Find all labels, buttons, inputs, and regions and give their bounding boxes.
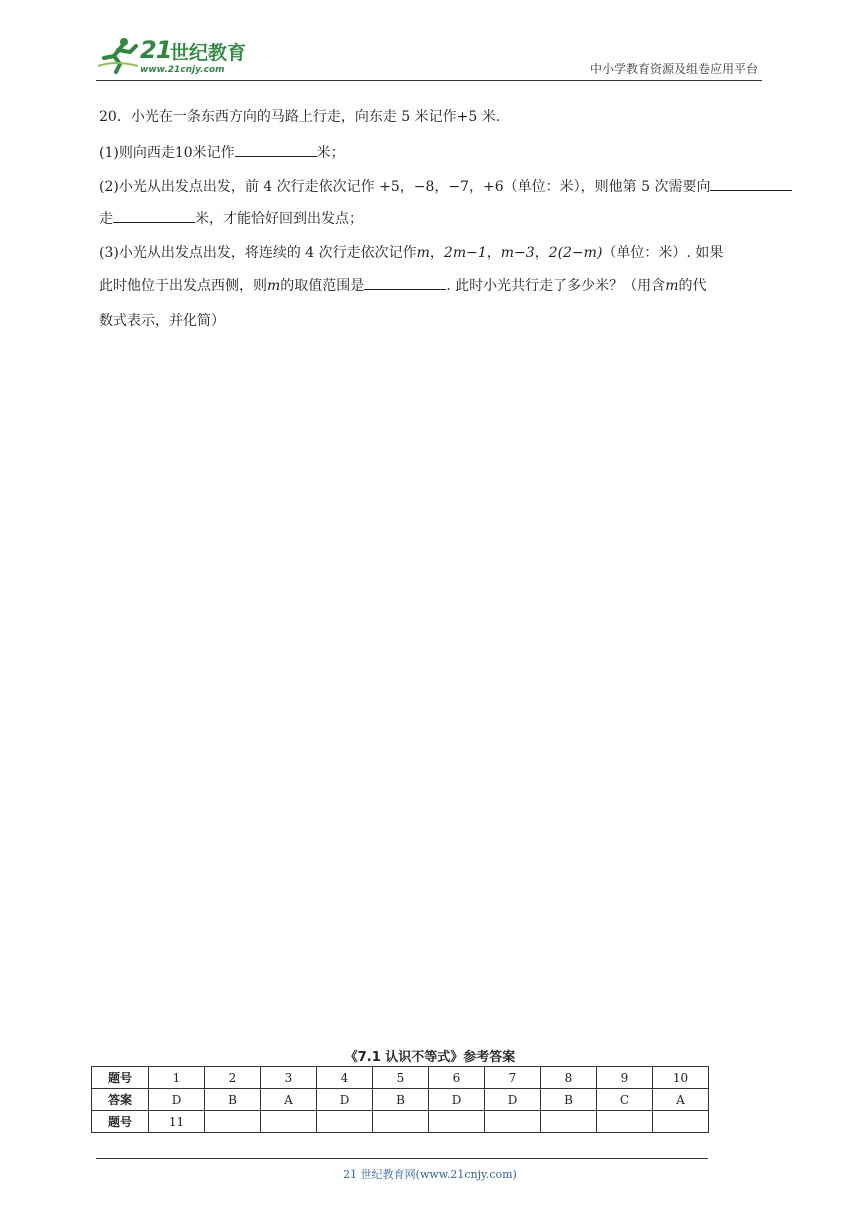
question-part-2 — [99, 176, 792, 196]
expr-m: m — [267, 278, 281, 294]
part1-text: (1)则向西走10米记作 — [99, 145, 235, 161]
logo-text: 世纪教育 — [170, 42, 247, 64]
table-cell — [261, 1111, 317, 1133]
table-cell: D — [485, 1089, 541, 1111]
table-cell: B — [205, 1089, 261, 1111]
row-label-question: 题号 — [92, 1067, 149, 1089]
table-cell — [373, 1111, 429, 1133]
table-cell: 8 — [541, 1067, 597, 1089]
table-row — [92, 1067, 709, 1089]
table-cell — [653, 1111, 709, 1133]
footer-divider — [96, 1158, 708, 1159]
logo-number: 21 — [140, 36, 172, 64]
table-row — [92, 1089, 709, 1111]
site-logo — [96, 32, 266, 78]
part3-west: 此时他位于出发点西侧，则 — [99, 278, 267, 294]
table-cell: D — [429, 1089, 485, 1111]
question-part-3-cont — [99, 275, 706, 295]
table-cell: D — [317, 1089, 373, 1111]
answer-blank — [710, 176, 792, 191]
table-row — [92, 1111, 709, 1133]
question-part-2-cont — [99, 208, 363, 228]
expr-m-3: m−3 — [500, 245, 535, 261]
expr-2-2-m: 2(2−m) — [548, 245, 603, 261]
table-cell: D — [149, 1089, 205, 1111]
answer-blank — [235, 142, 317, 157]
separator: ， — [486, 245, 501, 261]
part3-dai: 的代 — [678, 278, 707, 294]
table-cell: 1 — [149, 1067, 205, 1089]
runner-logo-icon — [96, 36, 140, 74]
table-cell — [205, 1111, 261, 1133]
answer-blank — [364, 275, 446, 290]
table-cell: 7 — [485, 1067, 541, 1089]
table-cell: 2 — [205, 1067, 261, 1089]
header-platform-name: 中小学教育资源及组卷应用平台 — [589, 62, 758, 76]
logo-url: www.21cnjy.com — [140, 65, 225, 75]
answer-blank — [113, 208, 195, 223]
expr-2m-1: 2m−1 — [443, 245, 487, 261]
table-cell — [429, 1111, 485, 1133]
table-cell — [485, 1111, 541, 1133]
table-cell: 4 — [317, 1067, 373, 1089]
part2-walk: 走 — [99, 211, 113, 227]
expr-m: m — [416, 245, 430, 261]
table-cell: 3 — [261, 1067, 317, 1089]
table-cell: A — [261, 1089, 317, 1111]
table-cell: B — [541, 1089, 597, 1111]
part3-text: (3)小光从出发点出发，将连续的 4 次行走依次记作 — [99, 245, 417, 261]
separator: ， — [429, 245, 444, 261]
table-cell — [597, 1111, 653, 1133]
part3-unit: （单位：米）. 如果 — [602, 245, 724, 261]
table-cell: 10 — [653, 1067, 709, 1089]
expr-m: m — [665, 278, 679, 294]
question-part-3 — [99, 242, 723, 262]
part3-range: 的取值范围是 — [280, 278, 365, 294]
table-cell — [317, 1111, 373, 1133]
table-cell: C — [597, 1089, 653, 1111]
separator: ， — [534, 245, 549, 261]
table-cell — [541, 1111, 597, 1133]
part3-ask: . 此时小光共行走了多少米？（用含 — [446, 278, 666, 294]
part2-text: (2)小光从出发点出发，前 4 次行走依次记作 +5，−8，−7，+6（单位：米），则他第 5 次需要向 — [99, 179, 711, 195]
answer-table — [91, 1066, 709, 1133]
table-cell: A — [653, 1089, 709, 1111]
question-part-1 — [99, 142, 345, 162]
table-cell: 9 — [597, 1067, 653, 1089]
table-cell: 6 — [429, 1067, 485, 1089]
answer-key-title: 《7.1 认识不等式》参考答案 — [344, 1050, 516, 1065]
part1-unit: 米； — [316, 145, 345, 161]
footer-text[interactable]: 21 世纪教育网(www.21cnjy.com) — [343, 1168, 517, 1181]
table-cell: B — [373, 1089, 429, 1111]
question-intro: 20．小光在一条东西方向的马路上行走，向东走 5 米记作+5 米. — [99, 109, 501, 125]
part2-end: 米，才能恰好回到出发点； — [195, 211, 363, 227]
table-cell: 11 — [149, 1111, 205, 1133]
table-cell: 5 — [373, 1067, 429, 1089]
row-label-answer: 答案 — [92, 1089, 149, 1111]
row-label-question: 题号 — [92, 1111, 149, 1133]
question-part-3-end: 数式表示，并化简） — [99, 313, 225, 329]
page-header — [96, 30, 762, 81]
